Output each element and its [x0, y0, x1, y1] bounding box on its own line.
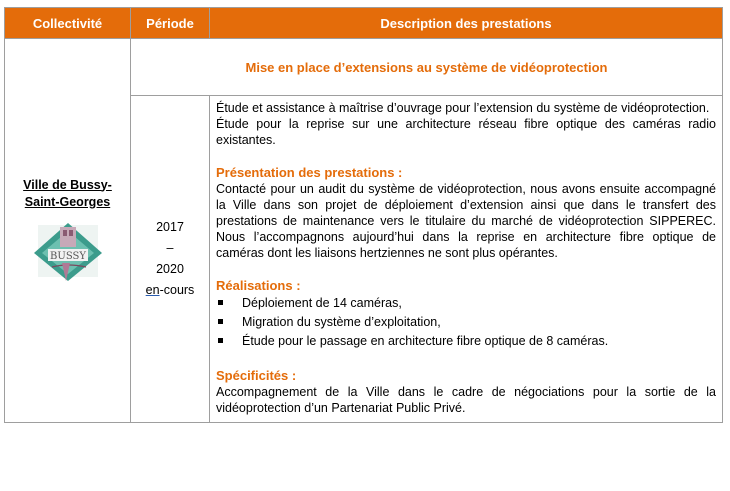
description-cell: [210, 96, 723, 423]
list-item: Étude pour le passage en architecture fibre optique de 8 caméras.: [216, 332, 716, 351]
period-end: 2020: [156, 262, 184, 276]
header-periode: Période: [131, 8, 210, 39]
specificites-paragraph: Accompagnement de la Ville dans le cadre de négociations pour la sortie de la vidéoprotection d’un Partenariat Public Privé.: [216, 385, 716, 415]
intro-paragraph-1: Étude et assistance à maîtrise d’ouvrage pour l’extension du système de vidéoprotection.: [216, 101, 710, 115]
period-dash: –: [166, 241, 174, 255]
project-title: Mise en place d’extensions au système de vidéoprotection: [131, 39, 723, 96]
header-collectivite: Collectivité: [5, 8, 131, 39]
list-item: Migration du système d’exploitation,: [216, 313, 716, 332]
city-name-line2: Saint-Georges: [24, 194, 111, 209]
specificites-heading: Spécificités :: [216, 368, 297, 383]
bussy-logo-icon: [30, 219, 106, 285]
city-name-line1: Ville de Bussy-: [23, 177, 112, 192]
header-row: [5, 8, 723, 39]
presentation-paragraph: Contacté pour un audit du système de vidéoprotection, nous avons ensuite accompagné la Ville dans son projet de déploiement d’extension ainsi que dans le transfert des prestations de maintenance vers le titulaire du marché de vidéoprotection SIPPEREC. Nous l’accompagnons aujourd’hui dans la reprise en architecture fibre optique de caméras dont les liaisons hertziennes ne sont plus opérantes.: [216, 182, 716, 260]
period-status: en-cours: [145, 283, 195, 297]
realisations-heading: Réalisations :: [216, 278, 301, 293]
period-cell: [131, 96, 210, 423]
period-start: 2017: [156, 220, 184, 234]
list-item: Déploiement de 14 caméras,: [216, 294, 716, 313]
project-title-row: [5, 39, 723, 96]
header-description: Description des prestations: [210, 8, 723, 39]
realisations-list: [216, 294, 716, 351]
references-table: [4, 7, 723, 423]
collectivite-cell: [5, 39, 131, 423]
svg-text:BUSSY: BUSSY: [49, 250, 86, 262]
presentation-heading: Présentation des prestations :: [216, 165, 403, 180]
intro-paragraph-2: Étude pour la reprise sur une architecture réseau fibre optique des caméras radio existantes.: [216, 117, 716, 147]
